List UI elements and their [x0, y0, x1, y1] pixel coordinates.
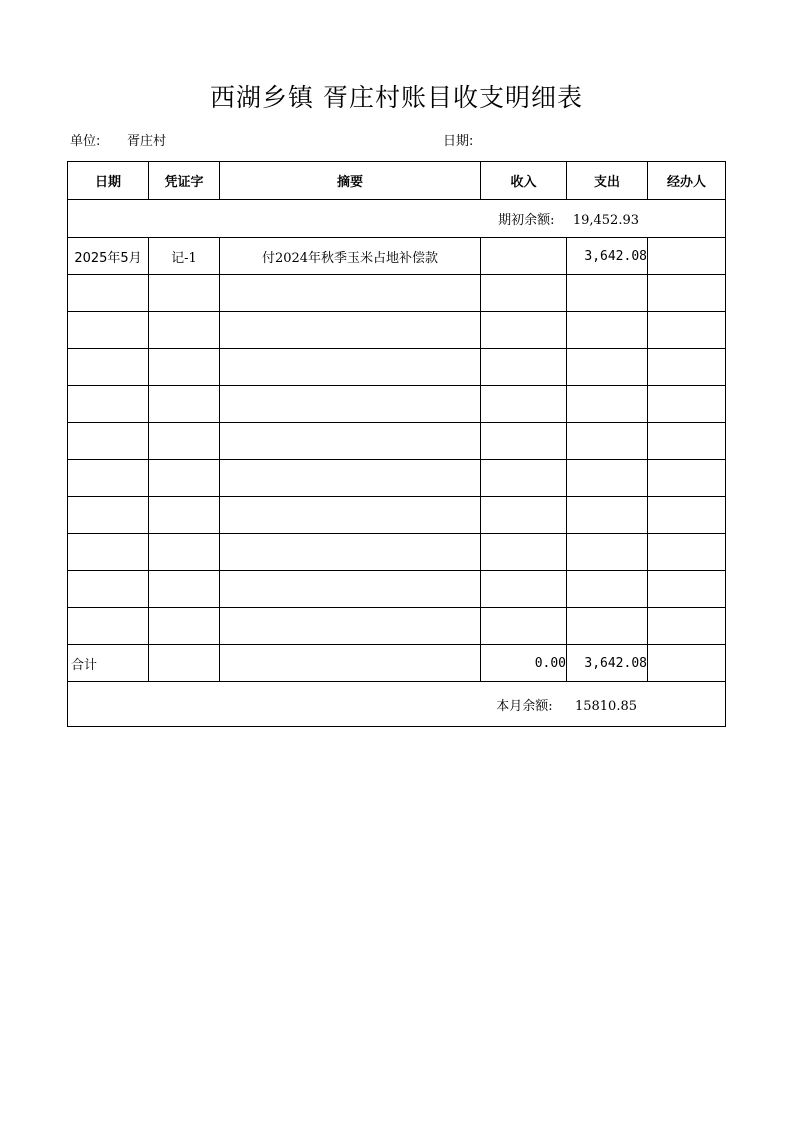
table-row — [68, 238, 726, 275]
header-summary: 摘要 — [220, 162, 481, 200]
opening-balance-row — [68, 200, 726, 238]
cell-income — [481, 238, 567, 275]
page-title: 西湖乡镇 胥庄村账目收支明细表 — [210, 83, 583, 112]
cell-expense: 3,642.08 — [567, 238, 648, 275]
date-label: 日期: — [443, 134, 474, 149]
closing-balance-value: 15810.85 — [574, 698, 637, 714]
table-row — [68, 312, 726, 349]
cell-voucher: 记-1 — [149, 238, 220, 275]
total-row — [68, 645, 726, 682]
cell-handler — [648, 238, 726, 275]
unit-label: 单位: — [70, 134, 101, 149]
header-voucher: 凭证字 — [149, 162, 220, 200]
header-row — [68, 162, 726, 200]
total-expense: 3,642.08 — [567, 645, 648, 682]
table-row — [68, 571, 726, 608]
cell-summary: 付2024年秋季玉米占地补偿款 — [220, 238, 481, 275]
closing-balance-row — [68, 682, 726, 727]
table-row — [68, 386, 726, 423]
opening-balance-label: 期初余额: — [498, 213, 555, 228]
header-income: 收入 — [481, 162, 567, 200]
table-row — [68, 460, 726, 497]
ledger-table — [67, 161, 726, 727]
header-handler: 经办人 — [648, 162, 726, 200]
unit-value: 胥庄村 — [127, 134, 167, 149]
table-row — [68, 423, 726, 460]
header-date: 日期 — [68, 162, 149, 200]
header-expense: 支出 — [567, 162, 648, 200]
table-row — [68, 275, 726, 312]
opening-balance-value: 19,452.93 — [572, 213, 639, 228]
table-row — [68, 497, 726, 534]
table-row — [68, 349, 726, 386]
cell-date: 2025年5月 — [68, 238, 149, 275]
table-row — [68, 534, 726, 571]
total-label: 合计 — [68, 645, 149, 682]
closing-balance-label: 本月余额: — [496, 698, 553, 714]
table-row — [68, 608, 726, 645]
total-income: 0.00 — [481, 645, 567, 682]
